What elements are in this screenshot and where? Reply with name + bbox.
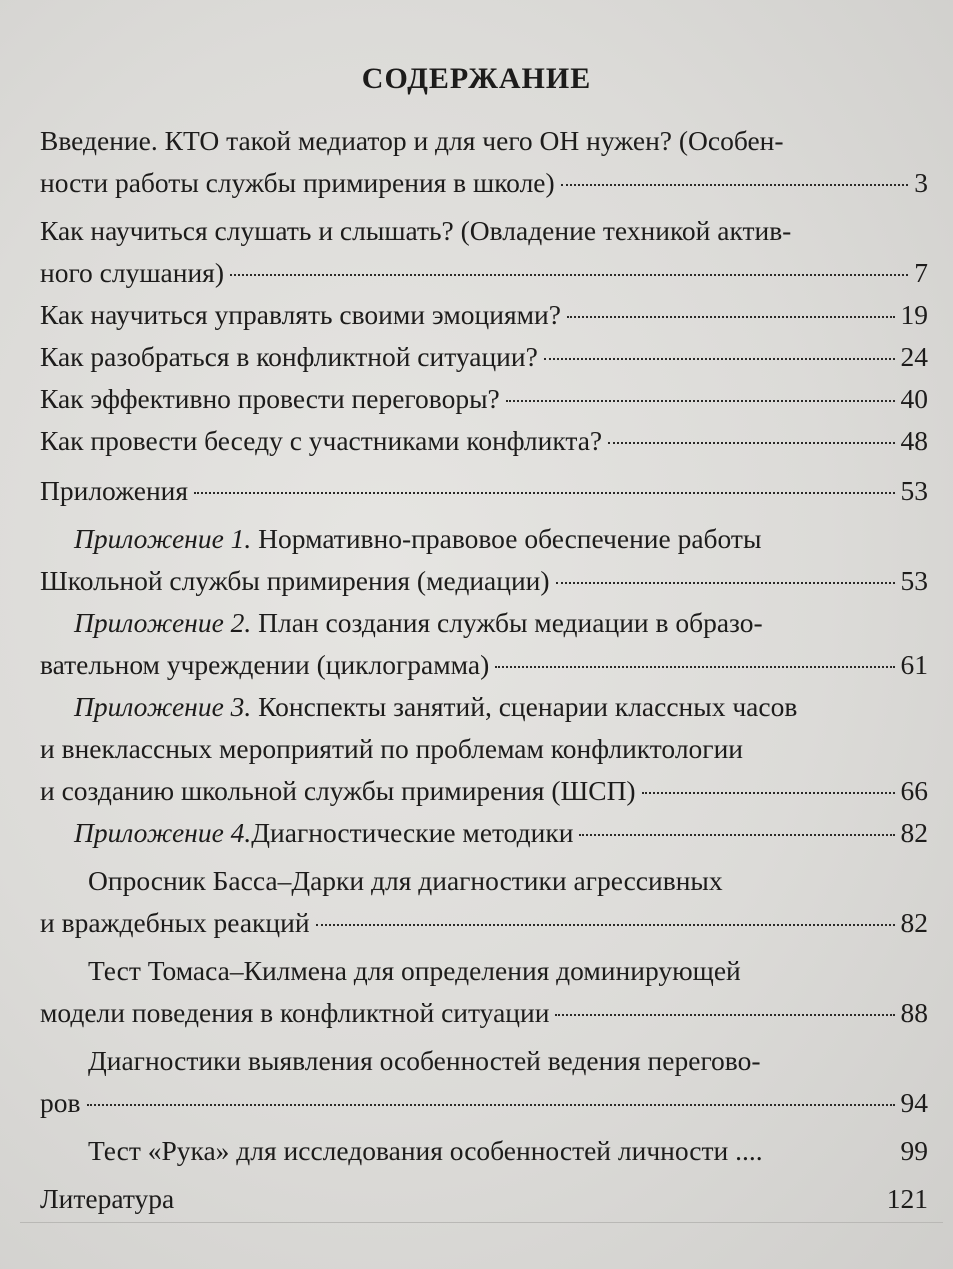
dot-leader: [230, 273, 908, 276]
dot-leader: [556, 581, 895, 584]
dot-leader: [579, 833, 894, 836]
toc-entry-text: и враждебных реакций: [40, 907, 310, 938]
toc-entry-bass-darki: [40, 860, 928, 944]
toc-entry-text: Тест «Рука» для исследования особенностей личности ....: [88, 1135, 763, 1166]
page-number: 61: [900, 649, 928, 680]
dot-leader: [194, 491, 894, 494]
toc-entry-introduction: [40, 120, 928, 204]
toc-entry-text: вательном учреждении (циклограмма): [40, 649, 490, 680]
page-number: 88: [900, 997, 928, 1028]
dot-leader: [506, 399, 895, 402]
toc-entry-text: и созданию школьной службы примирения (ШСП): [40, 775, 636, 806]
dot-leader: [642, 791, 895, 794]
toc-entry-conversation: [40, 420, 928, 462]
toc-entry-appendix-4: [40, 812, 928, 854]
page-number: 19: [900, 299, 928, 330]
toc-entry-hand-test: [40, 1130, 928, 1172]
toc-entry-text: Конспекты занятий, сценарии классных часов: [251, 691, 798, 722]
page-number: 3: [914, 167, 928, 198]
toc-entry-text: Школьной службы примирения (медиации): [40, 565, 550, 596]
dot-leader: [495, 665, 894, 668]
page-number: 82: [900, 907, 928, 938]
page-number: 48: [900, 425, 928, 456]
toc-entry-negotiation-diagnostics: [40, 1040, 928, 1124]
toc-entry-text: План создания службы медиации в образо-: [251, 607, 763, 638]
dot-leader: [87, 1103, 895, 1106]
page-number: 40: [900, 383, 928, 414]
dot-leader: [561, 183, 909, 186]
page-number: 24: [900, 341, 928, 372]
appendix-label: Приложение 1.: [74, 523, 252, 554]
toc-entry-text: Приложения: [40, 475, 189, 506]
toc-entry-appendix-2: [40, 602, 928, 686]
toc-entry-appendices: [40, 470, 928, 512]
toc-entry-text: ров: [40, 1087, 81, 1118]
toc-entry-text: Литература: [40, 1183, 175, 1214]
page-title: СОДЕРЖАНИЕ: [361, 62, 592, 95]
toc-entry-text: и внеклассных мероприятий по проблемам конфликтологии: [40, 733, 744, 764]
toc-entry-text: Как научиться управлять своими эмоциями?: [40, 299, 561, 330]
toc-entry-text: Как научиться слушать и слышать? (Овладение техникой актив-: [40, 215, 792, 246]
toc-entry-text: Опросник Басса–Дарки для диагностики агрессивных: [88, 865, 723, 896]
page-number: 53: [900, 565, 928, 596]
page-bottom-rule: [20, 1222, 943, 1223]
page-number: 99: [900, 1135, 928, 1166]
toc-entry-emotions: [40, 294, 928, 336]
page-number: 121: [886, 1183, 928, 1214]
dot-leader: [567, 315, 895, 318]
toc-entry-thomas-kilmann: [40, 950, 928, 1034]
toc-entry-literature: [40, 1178, 928, 1220]
toc-entry-text: Введение. КТО такой медиатор и для чего ОН нужен? (Особен-: [40, 125, 784, 156]
dot-leader: [555, 1013, 894, 1016]
appendix-label: Приложение 2.: [74, 607, 252, 638]
toc-entry-text: ного слушания): [40, 257, 224, 288]
toc-entry-appendix-1: [40, 518, 928, 602]
toc-entry-text: Как эффективно провести переговоры?: [40, 383, 500, 414]
page-number: 94: [900, 1087, 928, 1118]
page-number: 7: [914, 257, 928, 288]
appendix-label: Приложение 3.: [74, 691, 252, 722]
toc-entry-text: Нормативно-правовое обеспечение работы: [251, 523, 762, 554]
toc-entry-text: модели поведения в конфликтной ситуации: [40, 997, 550, 1028]
toc-entry-text: ности работы службы примирения в школе): [40, 167, 555, 198]
appendix-label: Приложение 4.: [74, 817, 252, 848]
page-number: 53: [900, 475, 928, 506]
dot-leader: [316, 923, 895, 926]
toc-entry-text: Диагностические методики: [251, 817, 574, 848]
toc-entry-negotiations: [40, 378, 928, 420]
toc-entry-text: Как разобраться в конфликтной ситуации?: [40, 341, 538, 372]
table-of-contents: [40, 120, 928, 1220]
toc-entry-text: Диагностики выявления особенностей ведения перегово-: [88, 1045, 761, 1076]
dot-leader: [608, 441, 894, 444]
page-number: 66: [900, 775, 928, 806]
toc-entry-active-listening: [40, 210, 928, 294]
toc-entry-appendix-3: [40, 686, 928, 812]
toc-entry-text: Как провести беседу с участниками конфликта?: [40, 425, 603, 456]
toc-entry-conflict-situation: [40, 336, 928, 378]
page-number: 82: [900, 817, 928, 848]
toc-entry-text: Тест Томаса–Килмена для определения доминирующей: [88, 955, 741, 986]
dot-leader: [544, 357, 895, 360]
